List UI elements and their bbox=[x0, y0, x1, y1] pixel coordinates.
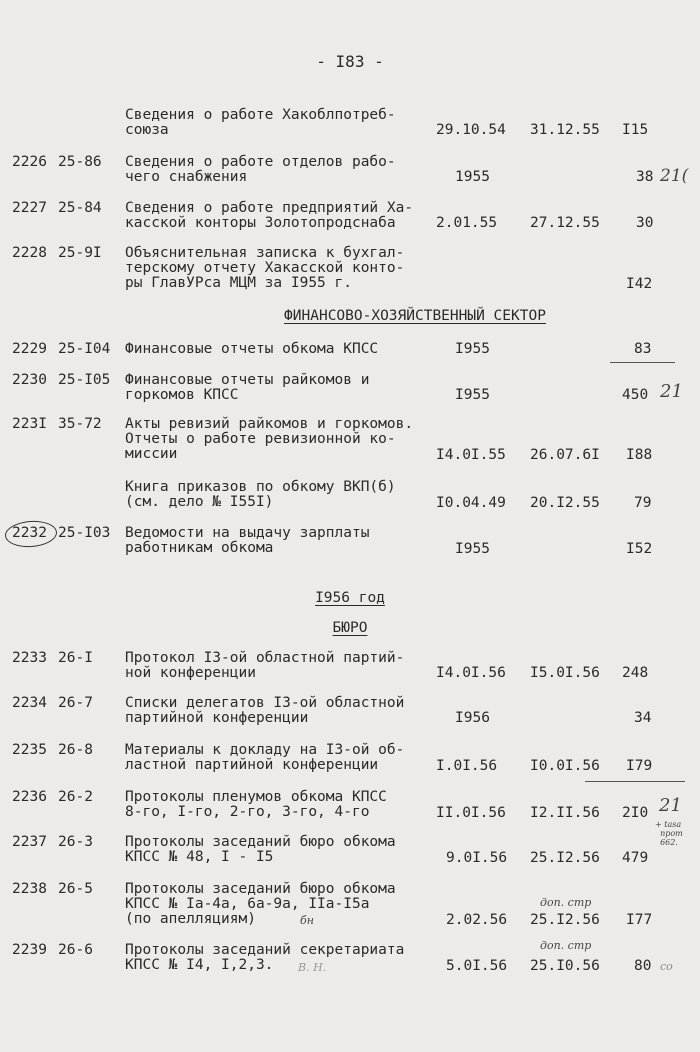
start-date: 5.0I.56 bbox=[446, 958, 508, 974]
item-title: Протоколы заседаний бюро обкома КПСС № 48, I - I5 bbox=[125, 834, 396, 865]
page-count: 38 bbox=[636, 169, 654, 185]
item-title: Протоколы заседаний бюро обкома КПСС № Iа-4а, 6а-9а, IIа-I5а (по апелляциям) bbox=[125, 881, 396, 927]
item-number: 2230 bbox=[12, 372, 47, 388]
start-date: 2.02.56 bbox=[446, 912, 508, 928]
item-number: 2226 bbox=[12, 154, 47, 170]
case-number: 25-I04 bbox=[58, 341, 111, 357]
case-number: 25-I05 bbox=[58, 372, 111, 388]
handwritten-note: 21( bbox=[660, 166, 689, 186]
section-heading bbox=[0, 308, 700, 324]
case-number: 25-9I bbox=[58, 245, 102, 261]
pencil-circle-mark bbox=[4, 519, 58, 549]
page-count: 83 bbox=[634, 341, 652, 357]
end-date: 25.I0.56 bbox=[530, 958, 600, 974]
end-date: I0.0I.56 bbox=[530, 758, 600, 774]
start-date: 29.10.54 bbox=[436, 122, 506, 138]
end-date: 27.12.55 bbox=[530, 215, 600, 231]
start-date: II.0I.56 bbox=[436, 805, 506, 821]
end-date: 31.12.55 bbox=[530, 122, 600, 138]
end-date: I5.0I.56 bbox=[530, 665, 600, 681]
case-number: 26-3 bbox=[58, 834, 93, 850]
item-number: 2237 bbox=[12, 834, 47, 850]
end-date: 25.I2.56 bbox=[530, 912, 600, 928]
end-date: 20.I2.55 bbox=[530, 495, 600, 511]
page-count: 30 bbox=[636, 215, 654, 231]
page-count: 34 bbox=[634, 710, 652, 726]
end-date: 25.I2.56 bbox=[530, 850, 600, 866]
page-count: I77 bbox=[626, 912, 653, 928]
start-date: I955 bbox=[455, 341, 490, 357]
handwritten-note: бн bbox=[300, 914, 314, 927]
end-date: 26.07.6I bbox=[530, 447, 600, 463]
underline-rule bbox=[585, 781, 685, 782]
case-number: 35-72 bbox=[58, 416, 102, 432]
year-title: I956 год bbox=[315, 590, 385, 606]
page-count: 479 bbox=[622, 850, 649, 866]
handwritten-note: 21 bbox=[659, 795, 682, 816]
item-title: Книга приказов по обкому ВКП(б) (см. дело № I55I) bbox=[125, 479, 396, 510]
start-date: I955 bbox=[455, 541, 490, 557]
section-heading bbox=[0, 620, 700, 636]
start-date: I4.0I.56 bbox=[436, 665, 506, 681]
start-date: I4.0I.55 bbox=[436, 447, 506, 463]
item-number: 2234 bbox=[12, 695, 47, 711]
case-number: 25-84 bbox=[58, 200, 102, 216]
underline-rule bbox=[610, 362, 675, 363]
item-title: Ведомости на выдачу зарплаты работникам обкома bbox=[125, 525, 370, 556]
case-number: 26-I bbox=[58, 650, 93, 666]
item-number: 2236 bbox=[12, 789, 47, 805]
case-number: 25-I03 bbox=[58, 525, 111, 541]
start-date: I.0I.56 bbox=[436, 758, 498, 774]
item-title: Объяснительная записка к бухгал- терскому отчету Хакасской конто- ры ГлавУРса МЦМ за I955 г. bbox=[125, 245, 405, 291]
start-date: I956 bbox=[455, 710, 490, 726]
start-date: 9.0I.56 bbox=[446, 850, 508, 866]
start-date: 2.01.55 bbox=[436, 215, 498, 231]
page-count: 2I0 bbox=[622, 805, 649, 821]
start-date: 1955 bbox=[455, 169, 490, 185]
item-number: 2239 bbox=[12, 942, 47, 958]
item-number: 223I bbox=[12, 416, 47, 432]
item-title: Акты ревизий райкомов и горкомов. Отчеты о работе ревизионной ко- миссии bbox=[125, 416, 414, 462]
item-number: 2229 bbox=[12, 341, 47, 357]
page-count: I42 bbox=[626, 276, 653, 292]
start-date: I0.04.49 bbox=[436, 495, 506, 511]
section-title: БЮРО bbox=[332, 620, 368, 636]
case-number: 26-8 bbox=[58, 742, 93, 758]
page-count: 80 bbox=[634, 958, 652, 974]
page-number: - I83 - bbox=[316, 52, 384, 71]
item-number: 2233 bbox=[12, 650, 47, 666]
item-title: Сведения о работе Хакоблпотреб- союза bbox=[125, 107, 396, 138]
case-number: 26-5 bbox=[58, 881, 93, 897]
page-count: I15 bbox=[622, 122, 649, 138]
item-title: Протоколы заседаний секретариата КПСС № I4, I,2,3. bbox=[125, 942, 405, 973]
item-title: Сведения о работе предприятий Ха- касской конторы Золотопродснаба bbox=[125, 200, 414, 231]
handwritten-note: 21 bbox=[660, 381, 683, 402]
handwritten-note: доп. стр bbox=[540, 896, 592, 909]
start-date: I955 bbox=[455, 387, 490, 403]
item-number: 2227 bbox=[12, 200, 47, 216]
page-count: 248 bbox=[622, 665, 649, 681]
section-title: ФИНАНСОВО-ХОЗЯЙСТВЕННЫЙ СЕКТОР bbox=[284, 308, 546, 324]
year-heading bbox=[0, 590, 700, 606]
item-number: 2228 bbox=[12, 245, 47, 261]
item-title: Протоколы пленумов обкома КПСС 8-го, I-го, 2-го, 3-го, 4-го bbox=[125, 789, 387, 820]
item-title: Сведения о работе отделов рабо- чего снабжения bbox=[125, 154, 396, 185]
handwritten-note: со bbox=[660, 960, 673, 973]
item-title: Финансовые отчеты обкома КПСС bbox=[125, 341, 379, 357]
page-count: I79 bbox=[626, 758, 653, 774]
case-number: 25-86 bbox=[58, 154, 102, 170]
item-number: 2235 bbox=[12, 742, 47, 758]
item-title: Списки делегатов I3-ой областной партийной конференции bbox=[125, 695, 405, 726]
handwritten-note: + tasa прот 662. bbox=[655, 820, 683, 847]
handwritten-note: доп. стр bbox=[540, 939, 592, 952]
page-count: 450 bbox=[622, 387, 649, 403]
case-number: 26-2 bbox=[58, 789, 93, 805]
case-number: 26-6 bbox=[58, 942, 93, 958]
item-title: Материалы к докладу на I3-ой об- ластной партийной конференции bbox=[125, 742, 405, 773]
handwritten-note: В. Н. bbox=[298, 961, 327, 974]
item-title: Протокол I3-ой областной партий- ной конференции bbox=[125, 650, 405, 681]
end-date: I2.II.56 bbox=[530, 805, 600, 821]
item-number: 2238 bbox=[12, 881, 47, 897]
page-count: 79 bbox=[634, 495, 652, 511]
item-title: Финансовые отчеты райкомов и горкомов КПСС bbox=[125, 372, 370, 403]
case-number: 26-7 bbox=[58, 695, 93, 711]
page-count: I88 bbox=[626, 447, 653, 463]
item-number: 2232 bbox=[12, 525, 47, 541]
page-count: I52 bbox=[626, 541, 653, 557]
